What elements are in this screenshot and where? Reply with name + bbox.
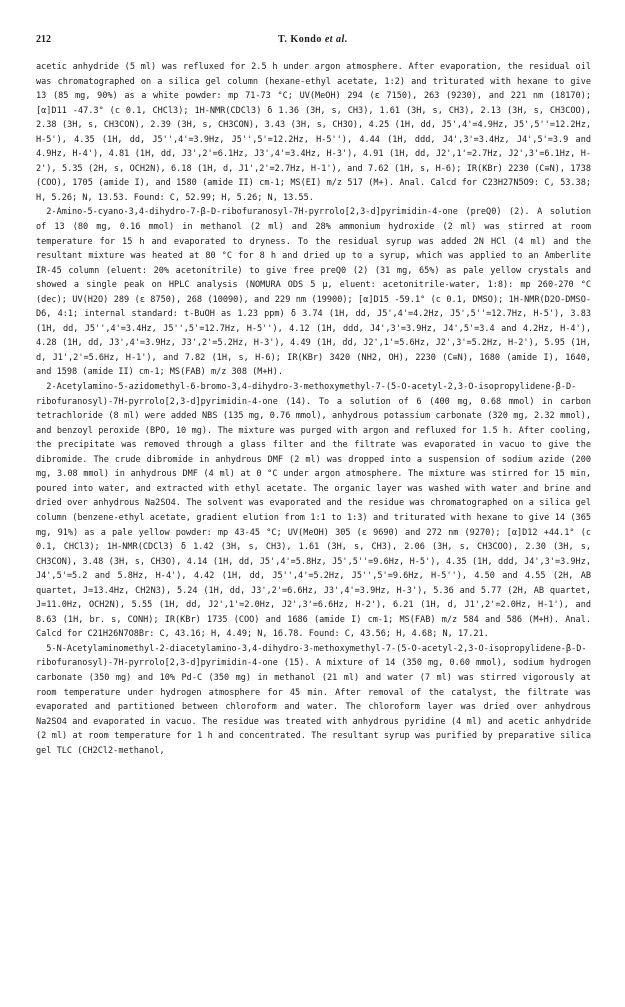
running-header (36, 34, 591, 52)
paragraph-preq0: 2-Amino-5-cyano-3,4-dihydro-7-β-D-ribofuranosyl-7H-pyrrolo[2,3-d]pyrimidin-4-one (preQ0) (2). A solution of 13 (80 mg, 0.16 mmol) in methanol (2 ml) and 28% ammonium hydroxide (2 ml) was stirred at room temperature for 15 h and evaporated to dryness. To the residual syrup was added 2N HCl (4 ml) and the resultant mixture was heated at 80 °C for 8 h and dried up to a syrup, which was applied to an Amberlite IR-45 column (eluent: 20% acetonitrile) to give free preQ0 (2) (31 mg, 65%) as pale yellow crystals and showed a single peak on HPLC analysis (NOMURA ODS 5 μ, eluent: acetonitrile-water, 1:8): mp 260-270 °C (dec); UV(H2O) 289 (ε 8750), 268 (10090), and 229 nm (19900); [α]D15 -59.1° (c 0.1, DMSO); 1H-NMR(D2O-DMSO-D6, 4:1; internal standard: t-BuOH as 1.23 ppm) δ 3.74 (1H, dd, J5',4'=4.2Hz, J5',5''=12.7Hz, H-5'), 3.83 (1H, dd, J5'',4'=3.4Hz, J5'',5'=12.7Hz, H-5''), 4.12 (1H, ddd, J4',3'=3.9Hz, J4',5'=3.4 and 4.2Hz, H-4'), 4.28 (1H, dd, J3',4'=3.9Hz, J3',2'=5.2Hz, H-3'), 4.49 (1H, dd, J2',1'=5.6Hz, J2',3'=5.2Hz, H-2'), 5.95 (1H, d, J1',2'=5.6Hz, H-1'), and 7.82 (1H, s, H-6); IR(KBr) 3420 (NH2, OH), 2230 (C≡N), 1680 (amide I), 1640, and 1598 (amide II) cm-1; MS(FAB) m/z 308 (M+H). (36, 207, 591, 378)
author-name: T. Kondo (278, 34, 322, 45)
paragraph-compound-14: 2-Acetylamino-5-azidomethyl-6-bromo-3,4-dihydro-3-methoxymethyl-7-(5-O-acetyl-2,3-O-isopropylidene-β-D-ribofuranosyl)-7H-pyrrolo[2,3-d]pyrimidin-4-one (14). To a solution of 6 (400 mg, 0.68 mmol) in carbon tetrachloride (8 ml) were added NBS (135 mg, 0.76 mmol), anhydrous potassium carbonate (320 mg, 2.32 mmol), and benzoyl peroxide (BPO, 10 mg). The mixture was purged with argon and refluxed for 1.5 h. After cooling, the precipitate was removed through a glass filter and the filtrate was evaporated in vacuo to give the dibromide. The crude dibromide in anhydrous DMF (2 ml) was dropped into a suspension of sodium azide (200 mg, 3.08 mmol) in anhydrous DMF (4 ml) at 0 °C under argon atmosphere. The mixture was stirred for 15 min, poured into water, and extracted with ethyl acetate. The organic layer was washed with water and brine and dried over anhydrous Na2SO4. The solvent was evaporated and the residue was chromatographed on a silica gel column (benzene-ethyl acetate, gradient elution from 1:1 to 1:3) and triturated with hexane to give 14 (365 mg, 91%) as a pale yellow powder: mp 43-45 °C; UV(MeOH) 305 (ε 9690) and 272 nm (9270); [α]D12 +44.1° (c 0.1, CHCl3); 1H-NMR(CDCl3) δ 1.42 (3H, s, CH3), 1.61 (3H, s, CH3), 2.06 (3H, s, CH3COO), 2.30 (3H, s, CH3CON), 3.48 (3H, s, CH3O), 4.14 (1H, dd, J5',4'=5.8Hz, J5',5''=9.6Hz, H-5'), 4.35 (1H, ddd, J4',3'=3.9Hz, J4',5'=5.2 and 5.8Hz, H-4'), 4.42 (1H, dd, J5'',4'=5.2Hz, J5'',5'=9.6Hz, H-5''), 4.50 and 4.55 (2H, AB quartet, J=13.4Hz, CH2N3), 5.24 (1H, dd, J3',2'=6.6Hz, J3',4'=3.9Hz, H-3'), 5.36 and 5.77 (2H, AB quartet, J=11.0Hz, OCH2N), 5.55 (1H, dd, J2',1'=2.0Hz, J2',3'=6.6Hz, H-2'), 6.21 (1H, d, J1',2'=2.0Hz, H-1'), and 8.63 (1H, br. s, CONH); IR(KBr) 1735 (COO) and 1686 (amide I) cm-1; MS(FAB) m/z 584 and 586 (M+H). Anal. Calcd for C21H26N7O8Br: C, 43.16; H, 4.49; N, 16.78. Found: C, 43.56; H, 4.68; N, 17.21. (36, 382, 591, 640)
journal-page (36, 34, 591, 758)
author-suffix: et al. (324, 34, 348, 45)
paragraph-compound-15: 5-N-Acetylaminomethyl-2-diacetylamino-3,4-dihydro-3-methoxymethyl-7-(5-O-acetyl-2,3-O-isopropylidene-β-D-ribofuranosyl)-7H-pyrrolo[2,3-d]pyrimidin-4-one (15). A mixture of 14 (350 mg, 0.60 mmol), sodium hydrogen carbonate (350 mg) and 10% Pd-C (350 mg) in methanol (21 ml) and water (7 ml) was stirred vigorously at room temperature under hydrogen atmosphere for 45 min. After removal of the catalyst, the filtrate was evaporated and partitioned between chloroform and water. The chloroform layer was dried over anhydrous Na2SO4 and evaporated in vacuo. The residue was treated with anhydrous pyridine (4 ml) and acetic anhydride (2 ml) at room temperature for 1 h and concentrated. The resultant syrup was purified by preparative silica gel TLC (CH2Cl2-methanol, (36, 643, 591, 756)
page-number: 212 (36, 34, 51, 45)
paragraph-compound-13-end: acetic anhydride (5 ml) was refluxed for 2.5 h under argon atmosphere. After evaporation, the residual oil was chromatographed on a silica gel column (hexane-ethyl acetate, 1:2) and triturated with hexane to give 13 (85 mg, 90%) as a white powder: mp 71-73 °C; UV(MeOH) 294 (ε 7150), 263 (9230), and 221 nm (18170); [α]D11 -47.3° (c 0.1, CHCl3); 1H-NMR(CDCl3) δ 1.36 (3H, s, CH3), 1.61 (3H, s, CH3), 2.13 (3H, s, CH3COO), 2.38 (3H, s, CH3CON), 2.39 (3H, s, CH3CON), 3.43 (3H, s, CH3O), 4.25 (1H, dd, J5',4'=4.9Hz, J5',5''=12.2Hz, H-5'), 4.35 (1H, dd, J5'',4'=3.9Hz, J5'',5'=12.2Hz, H-5''), 4.44 (1H, ddd, J4',3'=3.4Hz, J4',5'=3.9 and 4.9Hz, H-4'), 4.81 (1H, dd, J3',2'=6.1Hz, J3',4'=3.4Hz, H-3'), 4.91 (1H, dd, J2',1'=2.7Hz, J2',3'=6.1Hz, H-2'), 5.35 (2H, s, OCH2N), 6.18 (1H, d, J1',2'=2.7Hz, H-1'), and 7.62 (1H, s, H-6); IR(KBr) 2230 (C≡N), 1738 (COO), 1705 (amide I), and 1580 (amide II) cm-1; MS(EI) m/z 517 (M+). Anal. Calcd for C23H27N5O9: C, 53.38; H, 5.26; N, 13.53. Found: C, 52.99; H, 5.26; N, 13.55. (36, 62, 591, 203)
running-authors (278, 34, 348, 45)
body-text (36, 60, 591, 758)
